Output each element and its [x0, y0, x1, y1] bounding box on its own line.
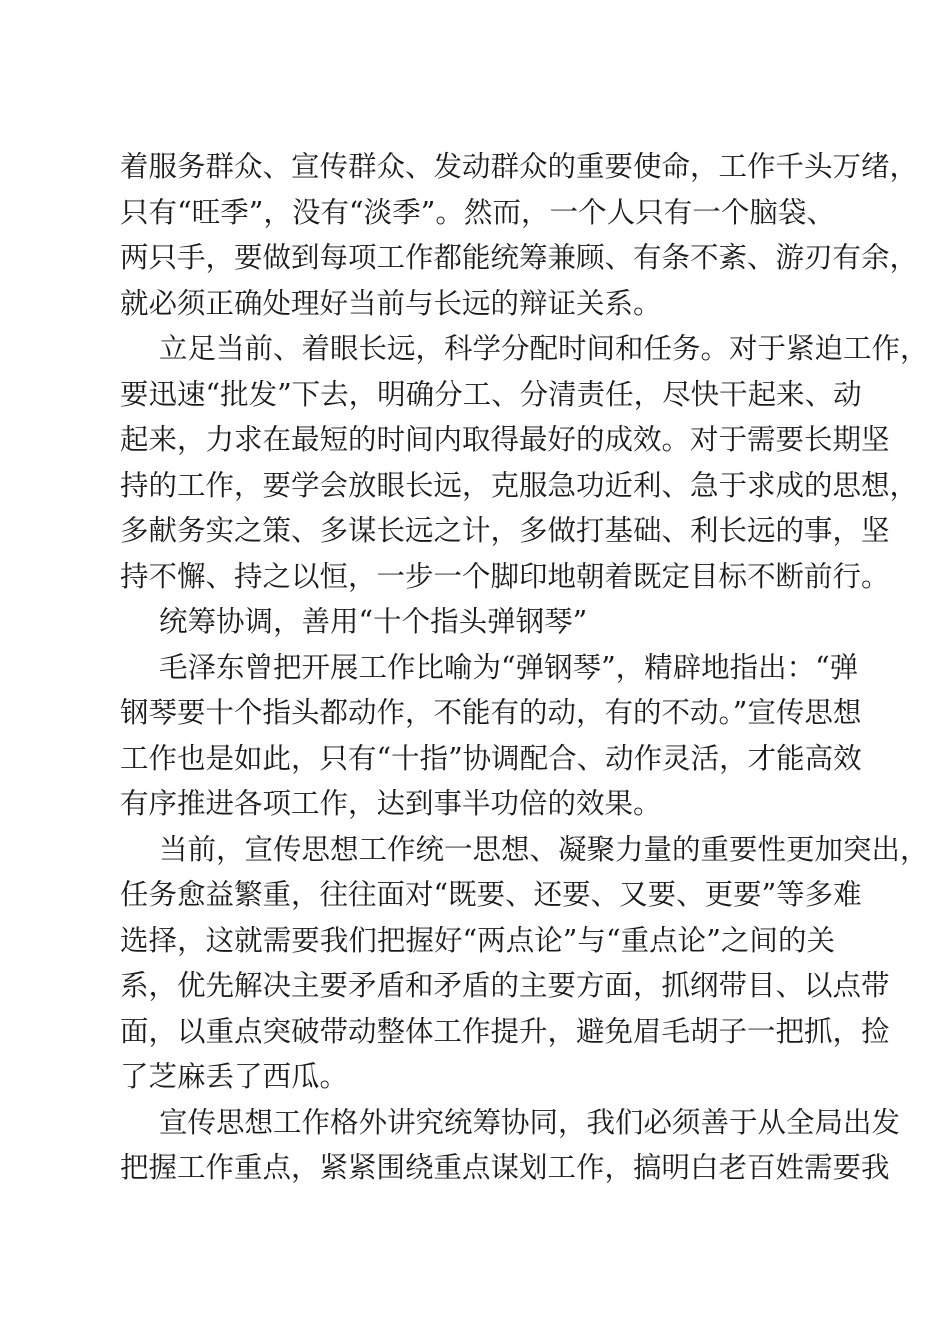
section-heading: [120, 599, 835, 645]
paragraph: [120, 645, 862, 827]
text-line: 毛泽东曾把开展工作比喻为“弹钢琴”，精辟地指出：“弹: [159, 650, 859, 684]
text-line: 持的工作，要学会放眼长远，克服急功近利、急于求成的思想，: [120, 468, 919, 502]
text-line: 两只手，要做到每项工作都能统筹兼顾、有条不紊、游刃有余，: [120, 241, 919, 274]
heading-line: 统筹协调，善用“十个指头弹钢琴”: [159, 605, 588, 638]
body-text: [120, 144, 929, 1191]
text-line: 宣传思想工作格外讲究统筹协同，我们必须善于从全局出发: [159, 1105, 901, 1139]
paragraph: [120, 326, 929, 599]
text-line: 要迅速“批发”下去，明确分工、分清责任，尽快干起来、动: [120, 377, 862, 411]
text-line: 持不懈、持之以恒，一步一个脚印地朝着既定目标不断前行。: [120, 559, 890, 593]
text-line: 选择，这就需要我们把握好“两点论”与“重点论”之间的关: [120, 923, 835, 957]
text-line: 着服务群众、宣传群众、发动群众的重要使命，工作千头万绪，: [120, 150, 919, 183]
text-line: 任务愈益繁重，往往面对“既要、还要、又要、更要”等多难: [120, 878, 862, 911]
text-line: 就必须正确处理好当前与长远的辩证关系。: [120, 286, 662, 320]
text-line: 当前，宣传思想工作统一思想、凝聚力量的重要性更加突出，: [159, 832, 929, 866]
text-line: 起来，力求在最短的时间内取得最好的成效。对于需要长期坚: [120, 423, 890, 456]
text-line: 只有“旺季”，没有“淡季”。然而，一个人只有一个脑袋、: [120, 195, 835, 229]
paragraph: [120, 827, 929, 1100]
paragraph-continuation: [120, 144, 919, 326]
text-line: 工作也是如此，只有“十指”协调配合、动作灵活，才能高效: [120, 741, 862, 775]
text-line: 有序推进各项工作，达到事半功倍的效果。: [120, 787, 662, 820]
text-line: 钢琴要十个指头都动作，不能有的动，有的不动。”宣传思想: [120, 696, 862, 729]
text-line: 多献务实之策、多谋长远之计，多做打基础、利长远的事，坚: [120, 514, 890, 547]
text-line: 面，以重点突破带动整体工作提升，避免眉毛胡子一把抓，捡: [120, 1014, 890, 1048]
text-line: 了芝麻丢了西瓜。: [120, 1060, 349, 1093]
paragraph: [120, 1100, 901, 1191]
text-line: 系，优先解决主要矛盾和矛盾的主要方面，抓纲带目、以点带: [120, 969, 890, 1002]
text-line: 立足当前、着眼长远，科学分配时间和任务。对于紧迫工作，: [159, 332, 929, 365]
text-line: 把握工作重点，紧紧围绕重点谋划工作，搞明白老百姓需要我: [120, 1151, 890, 1184]
